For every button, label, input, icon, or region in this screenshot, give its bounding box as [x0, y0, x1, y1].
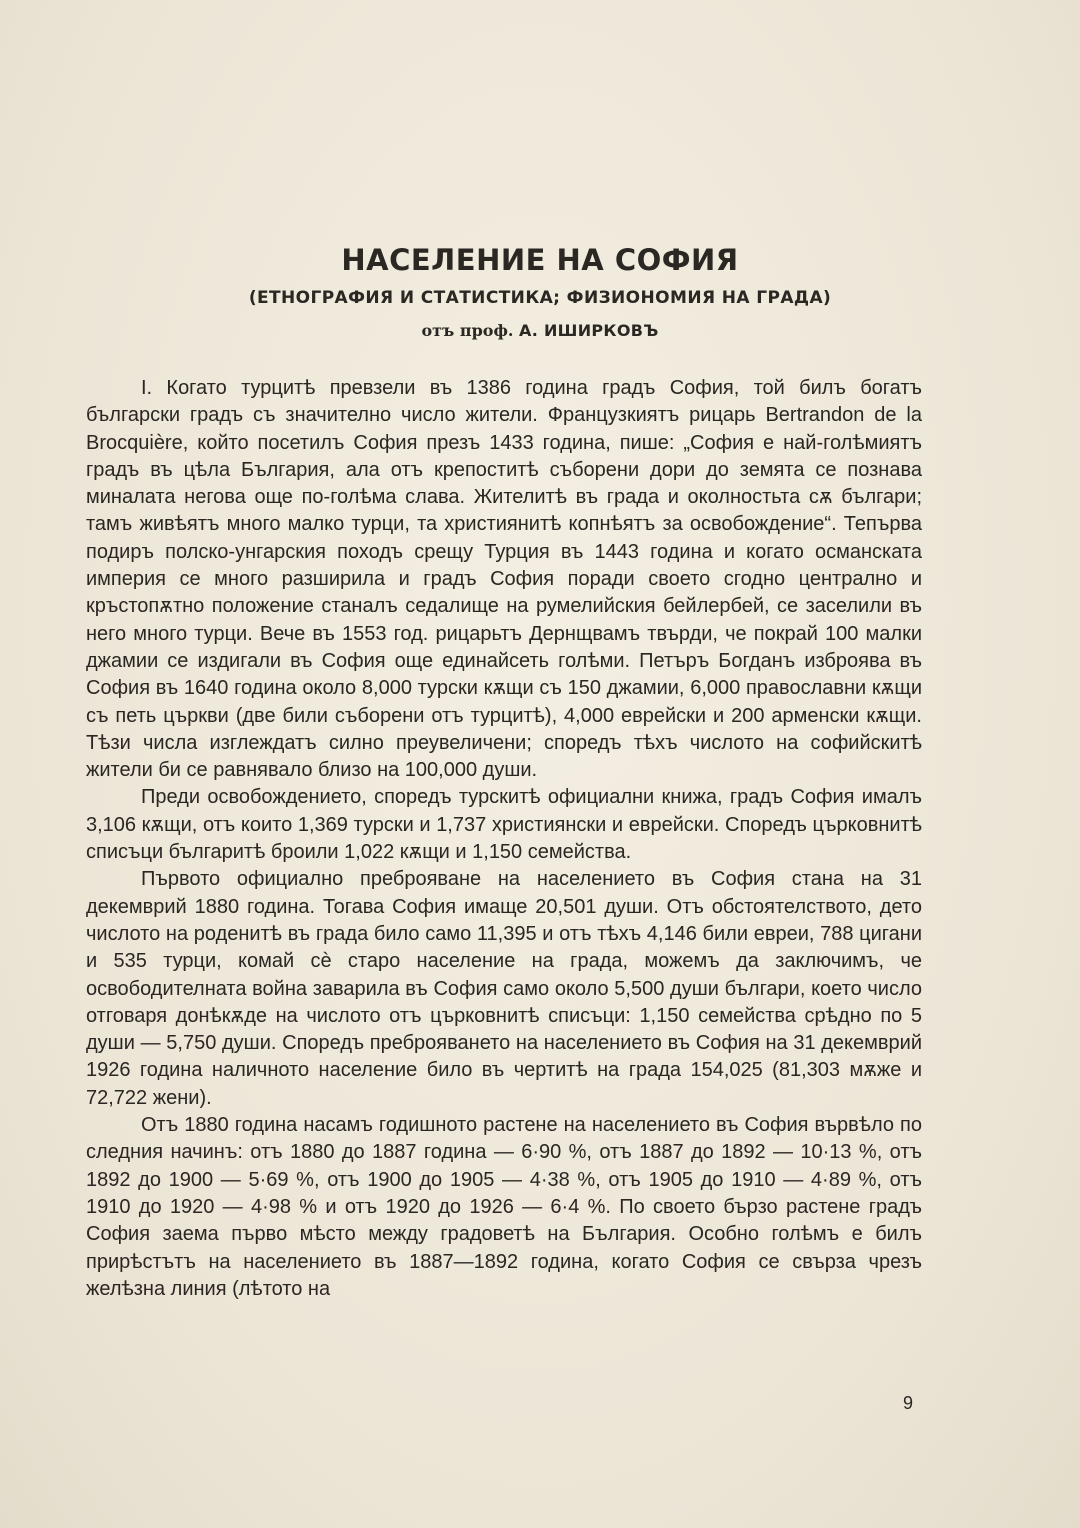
paragraph: I. Когато турцитѣ превзели въ 1386 година градъ София, той билъ богатъ български градъ съ значително число жители. Французкиятъ рицарь Bertrandon de la Brocquière, който посетилъ София презъ 1433 година, пише: „София е най-голѣмиятъ градъ въ цѣла България, ала отъ крепоститѣ съборени дори до земята се познава миналата негова още по-голѣма слава. Жителитѣ въ града и околностьта сѫ българи; тамъ живѣятъ много малко турци, та християнитѣ копнѣятъ за освобождение“. Тепърва подиръ полско-унгарския походъ срещу Турция въ 1443 година и когато османската империя се много разширила и градъ София поради своето сгодно централно и кръстопѫтно положение станалъ седалище на румелийския бейлербей, се заселили въ него много турци. Вече въ 1553 год. рицарьтъ Дернщвамъ твърди, че покрай 100 малки джамии се издигали въ София още единайсеть голѣми. Петъръ Богданъ изброява въ София въ 1640 година около 8,000 турски кѫщи съ 150 джамии, 6,000 православни кѫщи съ петь църкви (две били съборени отъ турцитѣ), 4,000 еврейски и 200 арменски кѫщи. Тѣзи числа изглеждатъ силно преувеличени; споредъ тѣхъ числото на софийскитѣ жители би се равнявало близо на 100,000 души.: [86, 377, 922, 782]
paragraph: Отъ 1880 година насамъ годишното растене на населението въ София вървѣло по следния начинъ: отъ 1880 до 1887 година — 6·90 %, отъ 1887 до 1892 — 10·13 %, отъ 1892 до 1900 — 5·69 %, отъ 1900 до 1905 — 4·38 %, отъ 1905 до 1910 — 4·89 %, отъ 1910 до 1920 — 4·98 % и отъ 1920 до 1926 — 6·4 %. По своето бързо растене градъ София заема първо мѣсто между градоветѣ на България. Особно голѣмъ е билъ прирѣстътъ на населението въ 1887—1892 година, когато София се свърза чрезъ желѣзна линия (лѣтото на: [86, 1114, 922, 1300]
paragraph: Преди освобождението, споредъ турскитѣ официални книжа, градъ София ималъ 3,106 кѫщи, отъ които 1,369 турски и 1,737 християнски и еврейски. Споредъ църковнитѣ списъци българитѣ броили 1,022 кѫщи и 1,150 семейства.: [86, 786, 922, 864]
paragraph: Първото официално преброяване на населението въ София стана на 31 декемврий 1880 година. Тогава София имаще 20,501 души. Отъ обстоятелството, дето числото на роденитѣ въ града било само 11,395 и отъ тѣхъ 4,146 били евреи, 788 цигани и 535 турци, комай сѐ старо население на града, можемъ да заключимъ, че освободителната война заварила въ София само около 5,500 души българи, което число отговаря донѣкѫде на числото отъ църковнитѣ списъци: 1,150 семейства срѣдно по 5 души — 5,750 души. Споредъ преброяването на населението въ София на 31 декемврий 1926 година наличното население било въ чертитѣ на града 154,025 (81,303 мѫже и 72,722 жени).: [86, 868, 922, 1109]
article-subtitle: (ЕТНОГРАФИЯ И СТАТИСТИКА; ФИЗИОНОМИЯ НА ГРАДА): [248, 288, 832, 308]
byline-prefix: отъ проф.: [421, 321, 514, 340]
article-body: [86, 375, 922, 1303]
article-title: НАСЕЛЕНИЕ НА СОФИЯ: [341, 243, 739, 277]
author-name: А. ИШИРКОВЪ: [519, 321, 659, 340]
article-byline: [0, 321, 1080, 340]
page-number: 9: [903, 1393, 914, 1413]
